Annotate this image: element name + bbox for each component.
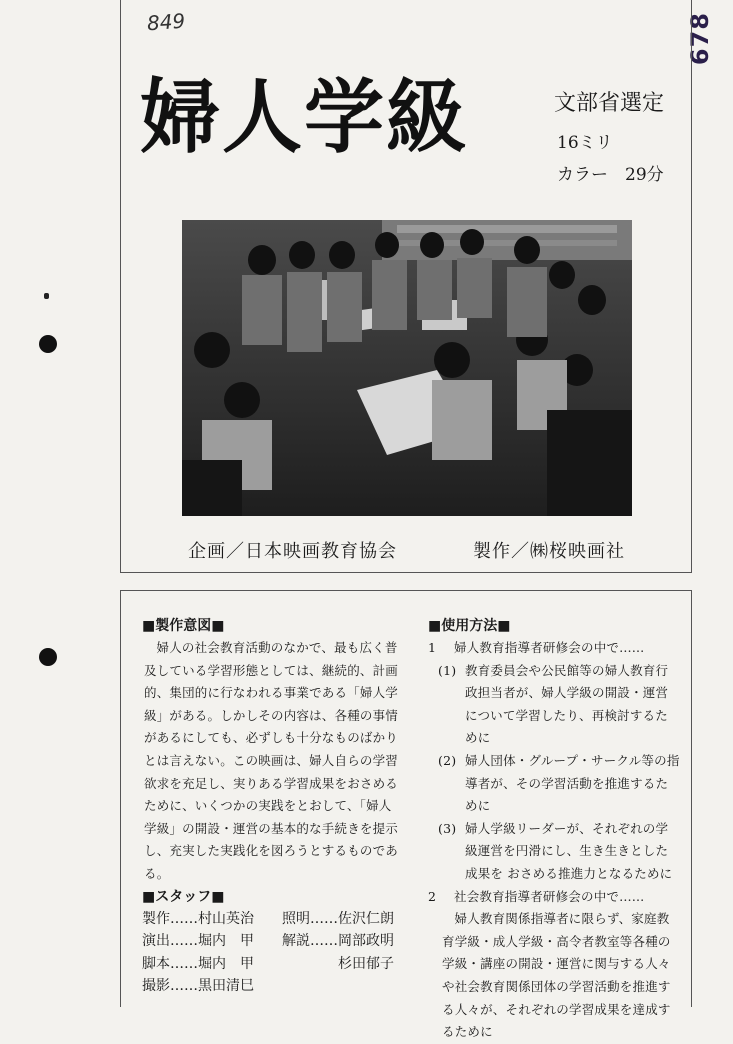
subitem-text: 婦人団体・グループ・サークル等の指導者が、その学習活動を推進するために: [465, 752, 680, 814]
left-column: [142, 615, 404, 998]
subitem-number: (3): [438, 820, 457, 836]
item-number: 2: [428, 888, 437, 904]
right-column: [428, 615, 680, 1044]
staff-row: [142, 908, 404, 931]
handwritten-number: 849: [146, 8, 186, 36]
usage-subitem-3: [428, 818, 680, 886]
intent-text: 婦人の社会教育活動のなかで、最も広く普及している学習形態としては、継続的、計画的、集団的に行なわれる事業である「婦人学級」がある。しかしその内容は、各種の事情があるにしても、必ずしも十分なものばかりとは言えない。この映画は、婦人自らの学習欲求を充足し、実りある学習成果をおさめるために、いくつかの実践をとおして、「婦人学級」の開設・運営の基本的な手続きを提示し、充実した実践化を図ろうとするものである。: [144, 640, 399, 881]
item-text: 社会教育指導者研修会の中で……: [454, 888, 645, 904]
usage-subitem-1: [428, 660, 680, 750]
staff-cell: 撮影……黒田清巳: [142, 978, 254, 995]
staff-cell: 杉田郁子: [282, 955, 394, 972]
punch-hole-top: [39, 335, 57, 353]
staff-cell: 照明……佐沢仁朗: [282, 910, 394, 927]
usage-list: [428, 637, 680, 1044]
classroom-photo: [182, 220, 632, 516]
staff-row: [142, 953, 404, 976]
usage-heading: ■使用方法■: [428, 618, 511, 634]
staff-row: [142, 930, 404, 953]
item-text: 婦人教育指導者研修会の中で……: [454, 640, 645, 655]
staff-heading: ■スタッフ■: [142, 888, 225, 905]
production-credit: 製作／㈱桜映画社: [473, 541, 625, 562]
planning-credit: 企画／日本映画教育協会: [188, 541, 397, 562]
usage-item-2: [428, 886, 680, 909]
staff-table: [142, 908, 404, 998]
staff-row: [142, 975, 404, 998]
film-format: 16ミリ: [557, 133, 613, 153]
subitem-number: (1): [438, 662, 457, 678]
selection-label: 文部省選定: [554, 91, 665, 116]
staff-cell: 脚本……堀内 甲: [142, 955, 254, 972]
usage-item-1: [428, 637, 680, 660]
item-number: 1: [428, 640, 437, 655]
subitem-number: (2): [438, 752, 457, 768]
subitem-text: 婦人学級リーダーが、それぞれの学級運営を円滑にし、生き生きとした成果を おさめる推進力となるために: [465, 820, 673, 881]
usage-item-2-text: 婦人教育関係指導者に限らず、家庭教育学級・成人学級・高令者教室等各種の学級・講座の開設・運営に関与する人々や社会教育関係団体の学習活動を推進する人々が、それぞれの学習成果を達成するために: [442, 911, 671, 1040]
staff-cell: 製作……村山英治: [142, 910, 254, 927]
staff-cell: 演出……堀内 甲: [142, 933, 254, 950]
staff-cell: 解説……岡部政明: [282, 933, 394, 950]
usage-subitem-2: [428, 750, 680, 818]
photo-illustration: [182, 220, 632, 516]
handwritten-side-number: 678: [686, 12, 714, 66]
subitem-text: 教育委員会や公民館等の婦人教育行政担当者が、婦人学級の開設・運営について学習したり、再検討するために: [465, 662, 669, 746]
punch-hole-bottom: [39, 648, 57, 666]
intent-heading: ■製作意図■: [142, 618, 225, 634]
film-title: 婦人学級: [140, 71, 468, 164]
punch-mark: [44, 293, 49, 299]
color-duration: カラー 29分: [557, 165, 664, 185]
